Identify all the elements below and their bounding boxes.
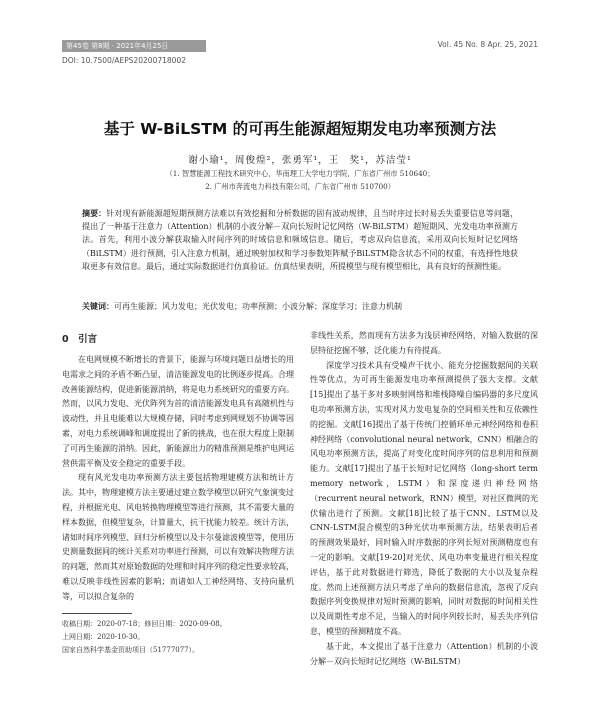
paragraph: 基于此，本文提出了基于注意力（Attention）机制的小波分解－双向长短时记忆网络（W-BiLSTM）	[310, 641, 538, 666]
keywords-text: 可再生能源；风力发电；光伏发电；功率预测；小波分解；深度学习；注意力机制	[114, 302, 402, 311]
doi: DOI: 10.7500/AEPS20200718002	[62, 56, 186, 65]
paragraph: 在电网规模不断增长的背景下，能源与环境问题日益增长的用电需求之间的矛盾不断凸显，清洁能源发电的比例逐步提高。合理改善能源结构，促进新能源消纳，将是电力系统研究的重要方向。然而，以风力发电、光伏阵列为首的清洁能源发电具有高随机性与波动性，并且电能难以大规模存储，同时考虑到网规划不协调等因素，对电力系统调峰和调度提出了新的挑战，也在很大程度上限制了可再生能源的消纳。因此，新能源出力的精准预测是维护电网运营供需平衡及安全稳定的重要手段。	[62, 355, 294, 468]
paragraph: 深度学习技术具有受噪声干扰小、能充分挖掘数据间的关联性等优点，为可再生能源发电功率预测提供了强大支撑。文献[15]提出了基于多对多映射网络和堆栈降噪自编码器的多尺度风电功率预测方法，实现对风力发电复杂的空间相关性和互依赖性的挖掘。文献[16]提出了基于传统门控循环单元神经网络和卷积神经网络（convolutional neural network，CNN）相融合的风电功率预测方法，提高了对变化度时间序列的信息利用和预测能力。文献[17]提出了基于长短时记忆网络（long-short term memory network，LSTM）和深度递归神经网络（recurrent neural network，RNN）模型，对社区微网的光伏输出进行了预测。文献[18]比较了基于CNN、LSTM以及CNN-LSTM混合模型的3种光伏功率预测方法，结果表明后者的预测效果最好，同时输入时序数据的序列长短对预测精度也有一定的影响。文献[19-20]对光伏、风电功率变量进行相关程度评估，基于此对数据进行筛选，降低了数据的大小以及复杂程度。然而上述预测方法只考虑了单向的数据信息流，忽视了反向数据序列变换规律对短时预测的影响，同时对数据的时间相关性以及周期性考虑不足，当输入的时间序列较长时，易丢失序列信息，模型的预测精度不高。	[310, 360, 538, 636]
paragraph: 现有风光发电功率预测方法主要包括物理建模方法和统计方法。其中，物理建模方法主要通过建立数学模型以研究气象演变过程，并根据光电、风电转换物理模型等进行预测，其不需要大量的样本数据，但模型复杂，计算量大，抗干扰能力较差。统计方法，诸如时间序列模型、回归分析模型以及卡尔曼滤波模型等，使用历史测量数据间的统计关系对功率进行预测，可以有效解决物理方法的问题，然而其对原始数据的处理和时间序列的稳定性要求较高，难以反映非线性因素的影响；而诸如人工神经网络、支持向量机等，可以拟合复杂的	[62, 473, 294, 601]
affiliation-2: 2. 广州市奔流电力科技有限公司，广东省广州市 510700）	[205, 182, 395, 191]
abstract-label: 摘要：	[82, 209, 107, 218]
paragraph: 非线性关系，然而现有方法多为浅层神经网络，对输入数据的深层特征挖掘不够，泛化能力有待提高。	[310, 331, 538, 355]
footnote-divider	[62, 613, 132, 614]
footnote-received: 收稿日期：2020-07-18；修回日期：2020-09-08。	[62, 619, 227, 628]
abstract	[82, 207, 518, 273]
paper-title: 基于 W-BiLSTM 的可再生能源超短期发电功率预测方法	[103, 120, 497, 138]
keywords-label: 关键词：	[82, 302, 114, 311]
footnote-online: 上网日期：2020-10-30。	[62, 632, 145, 641]
abstract-text: 针对现有新能源超短期预测方法难以有效挖掘和分析数据的固有波动规律，且当时序过长时易丢失重要信息等问题，提出了一种基于注意力（Attention）机制的小波分解－双向长短时记忆网络（W-BiLSTM）超短期风、光发电功率预测方法。首先，利用小波分解获取输入时间序列的时域信息和频域信息。随后，考虑双向信息流，采用双向长短时记忆网络（BiLSTM）进行预测，引入注意力机制，通过映射加权和学习参数矩阵赋予BiLSTM隐含状态不同的权重，有选择性地获取更多有效信息。最后，通过实际数据进行仿真验证。仿真结果表明，所提模型与现有模型相比，具有良好的预测性能。	[82, 209, 519, 271]
right-column	[310, 329, 538, 669]
keywords	[82, 300, 518, 313]
affiliation-1: （1. 智慧能源工程技术研究中心，华南理工大学电力学院，广东省广州市 510640；	[165, 169, 435, 178]
authors: 谢小瑜¹，周俊煌²，张勇军¹，王 奖¹，苏洁莹¹	[188, 155, 412, 166]
section-heading: 0 引言	[62, 334, 98, 345]
issue-info: Vol. 45 No. 8 Apr. 25, 2021	[437, 40, 538, 49]
issue-badge: 第45卷 第8期 · 2021年4月25日	[62, 40, 206, 52]
left-column	[62, 329, 294, 657]
footnote-funding: 国家自然科学基金资助项目（51777077）。	[62, 645, 200, 654]
